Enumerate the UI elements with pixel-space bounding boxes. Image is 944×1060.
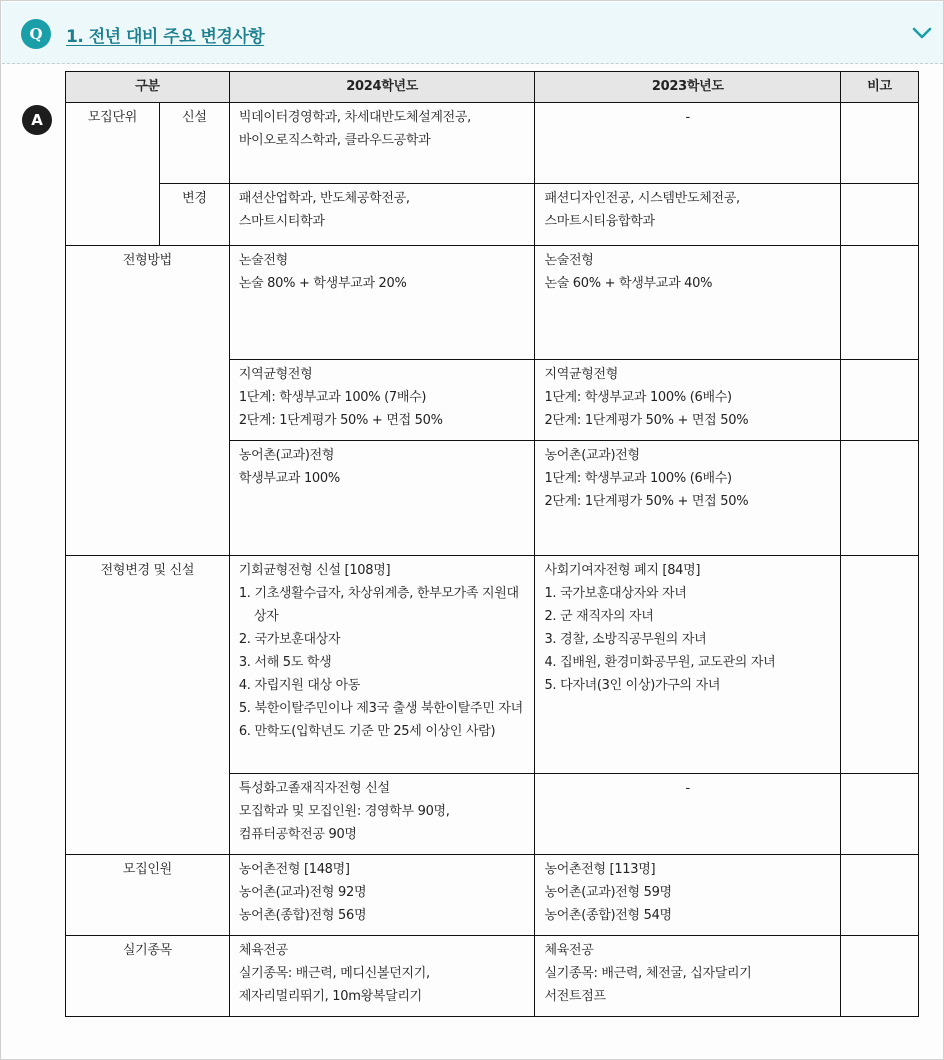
eligibility-list bbox=[239, 582, 526, 743]
sub-label-changed: 변경 bbox=[159, 184, 229, 246]
cell-note bbox=[841, 855, 919, 936]
cell-line: 특성화고졸재직자전형 신설 bbox=[238, 781, 390, 796]
cell-line: 제자리멀리뛰기, 10m왕복달리기 bbox=[238, 989, 422, 1004]
row-label-method: 전형방법 bbox=[66, 246, 230, 556]
cell-2024 bbox=[229, 360, 535, 441]
list-item: 3. 서해 5도 학생 bbox=[238, 655, 332, 670]
cell-line: 패션디자인전공, 시스템반도체전공, bbox=[544, 191, 740, 206]
cell-line: 농어촌(종합)전형 56명 bbox=[238, 908, 367, 923]
cell-2024 bbox=[229, 441, 535, 556]
cell-line: 농어촌(종합)전형 54명 bbox=[544, 908, 672, 923]
cell-note bbox=[841, 774, 919, 855]
cell-2024 bbox=[229, 184, 535, 246]
cell-line: 농어촌(교과)전형 92명 bbox=[238, 885, 367, 900]
row-label-quota: 모집인원 bbox=[66, 855, 230, 936]
question-title[interactable]: 1. 전년 대비 주요 변경사항 bbox=[66, 27, 265, 47]
cell-line: 지역균형전형 bbox=[544, 367, 618, 382]
cell-2024 bbox=[229, 246, 535, 360]
cell-2023 bbox=[535, 855, 841, 936]
cell-line: 패션산업학과, 반도체공학전공, bbox=[238, 191, 410, 206]
cell-2023 bbox=[535, 184, 841, 246]
list-item: 4. 집배원, 환경미화공무원, 교도관의 자녀 bbox=[544, 655, 776, 670]
cell-line: 지역균형전형 bbox=[238, 367, 313, 382]
cell-line: 2단계: 1단계평가 50% + 면접 50% bbox=[544, 413, 749, 428]
cell-note bbox=[841, 360, 919, 441]
list-item: 1. 국가보훈대상자와 자녀 bbox=[544, 586, 687, 601]
table-row bbox=[66, 936, 919, 1017]
chevron-down-icon[interactable] bbox=[912, 26, 932, 40]
cell-line: 스마트시티융합학과 bbox=[544, 214, 655, 229]
cell-note bbox=[841, 936, 919, 1017]
table-row bbox=[66, 855, 919, 936]
cell-2024 bbox=[229, 103, 535, 184]
cell-line: 2단계: 1단계평가 50% + 면접 50% bbox=[238, 413, 443, 428]
cell-2023 bbox=[535, 936, 841, 1017]
cell-line: 실기종목: 배근력, 체전굴, 십자달리기 bbox=[544, 966, 752, 981]
cell-note bbox=[841, 103, 919, 184]
cell-2024 bbox=[229, 855, 535, 936]
question-badge: Q bbox=[21, 19, 51, 49]
cell-note bbox=[841, 246, 919, 360]
header-2024: 2024학년도 bbox=[229, 72, 535, 103]
cell-line: 스마트시티학과 bbox=[238, 214, 325, 229]
list-item: 2. 국가보훈대상자 bbox=[238, 632, 341, 647]
list-item: 4. 자립지원 대상 아동 bbox=[238, 678, 361, 693]
table-row bbox=[66, 103, 919, 184]
table-row bbox=[66, 184, 919, 246]
cell-note bbox=[841, 556, 919, 774]
header-category: 구분 bbox=[66, 72, 230, 103]
list-item: 3. 경찰, 소방직공무원의 자녀 bbox=[544, 632, 707, 647]
cell-line: 기회균형전형 신설 [108명] bbox=[238, 563, 391, 578]
table-header-row bbox=[66, 72, 919, 103]
table-row bbox=[66, 556, 919, 774]
cell-line: 1단계: 학생부교과 100% (7배수) bbox=[238, 390, 427, 405]
cell-line: 체육전공 bbox=[544, 943, 594, 958]
cell-line: 농어촌(교과)전형 59명 bbox=[544, 885, 672, 900]
cell-line: 농어촌전형 [113명] bbox=[544, 862, 656, 877]
cell-line: 바이오로직스학과, 클라우드공학과 bbox=[238, 133, 431, 148]
cell-2023 bbox=[535, 441, 841, 556]
cell-2023 bbox=[535, 246, 841, 360]
eligibility-list bbox=[544, 582, 831, 697]
cell-line: 논술전형 bbox=[238, 253, 288, 268]
cell-2024 bbox=[229, 774, 535, 855]
list-item: 5. 북한이탈주민이나 제3국 출생 북한이탈주민 자녀 bbox=[238, 701, 523, 716]
list-item: 6. 만학도(입학년도 기준 만 25세 이상인 사람) bbox=[238, 724, 496, 739]
cell-2023 bbox=[535, 556, 841, 774]
cell-line: 빅데이터경영학과, 차세대반도체설계전공, bbox=[238, 110, 471, 125]
row-label-practical: 실기종목 bbox=[66, 936, 230, 1017]
cell-line: 논술 60% + 학생부교과 40% bbox=[544, 276, 713, 291]
cell-line: 2단계: 1단계평가 50% + 면접 50% bbox=[544, 494, 749, 509]
cell-2024 bbox=[229, 936, 535, 1017]
cell-line: 실기종목: 배근력, 메디신볼던지기, bbox=[238, 966, 430, 981]
header-2023: 2023학년도 bbox=[535, 72, 841, 103]
cell-line: 논술전형 bbox=[544, 253, 594, 268]
cell-note bbox=[841, 441, 919, 556]
cell-line: 농어촌(교과)전형 bbox=[238, 448, 335, 463]
cell-2023: - bbox=[535, 103, 841, 184]
cell-line: 모집학과 및 모집인원: 경영학부 90명, bbox=[238, 804, 450, 819]
cell-line: 학생부교과 100% bbox=[238, 471, 340, 486]
cell-note bbox=[841, 184, 919, 246]
table-row bbox=[66, 246, 919, 360]
header-note: 비고 bbox=[841, 72, 919, 103]
cell-line: 사회기여자전형 폐지 [84명] bbox=[544, 563, 701, 578]
cell-line: 서전트점프 bbox=[544, 989, 606, 1004]
cell-line: 1단계: 학생부교과 100% (6배수) bbox=[544, 471, 732, 486]
sub-label-new: 신설 bbox=[159, 103, 229, 184]
answer-badge: A bbox=[22, 105, 52, 135]
cell-2023 bbox=[535, 360, 841, 441]
cell-line: 체육전공 bbox=[238, 943, 288, 958]
row-label-change-new: 전형변경 및 신설 bbox=[66, 556, 230, 855]
row-label-recruit-unit: 모집단위 bbox=[66, 103, 160, 246]
list-item: 5. 다자녀(3인 이상)가구의 자녀 bbox=[544, 678, 721, 693]
cell-line: 논술 80% + 학생부교과 20% bbox=[238, 276, 407, 291]
list-item: 2. 군 재직자의 자녀 bbox=[544, 609, 654, 624]
cell-2023: - bbox=[535, 774, 841, 855]
cell-line: 컴퓨터공학전공 90명 bbox=[238, 827, 357, 842]
list-item: 1. 기초생활수급자, 차상위계층, 한부모가족 지원대상자 bbox=[238, 586, 519, 624]
cell-2024 bbox=[229, 556, 535, 774]
cell-line: 1단계: 학생부교과 100% (6배수) bbox=[544, 390, 732, 405]
changes-table bbox=[65, 71, 919, 1017]
question-header[interactable] bbox=[2, 2, 943, 64]
cell-line: 농어촌전형 [148명] bbox=[238, 862, 350, 877]
cell-line: 농어촌(교과)전형 bbox=[544, 448, 640, 463]
